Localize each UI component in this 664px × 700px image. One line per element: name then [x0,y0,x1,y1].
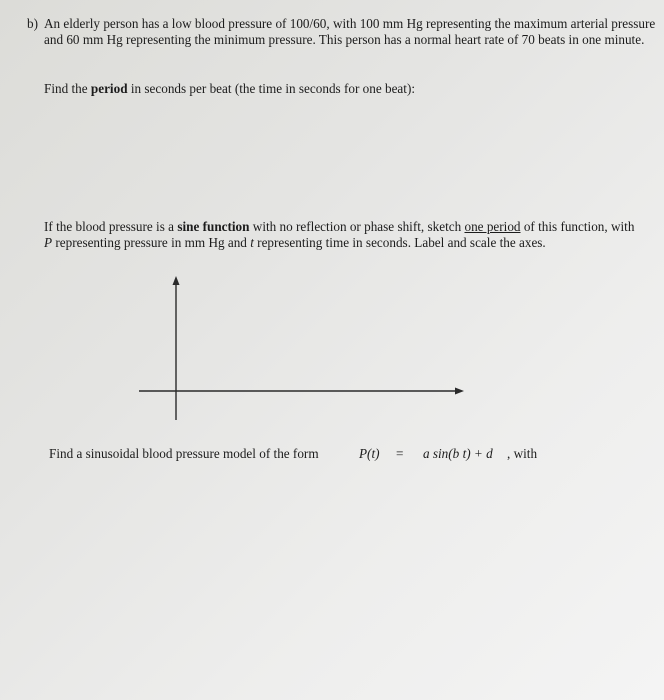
question-sketch-part4: representing time in seconds. Label and scale the axes. [253,234,546,250]
part-label: b) [27,16,38,31]
question-sketch-part2: of this function, with [520,219,635,234]
equation-tail: , with [507,446,538,461]
question-period-suffix: in seconds per beat (the time in seconds for one beat): [127,81,415,96]
y-axis-arrowhead [173,276,180,285]
question-sketch-underlined: one period [464,219,521,234]
question-period-keyword: period [90,81,128,96]
blank-graph-axes [135,270,470,425]
equation-lhs: P(t) [359,446,380,461]
part-b-intro [27,16,659,47]
question-sketch [44,219,644,250]
question-sketch-keyword: sine function [177,219,250,234]
question-sketch-part3: representing pressure in mm Hg and [52,234,251,250]
variable-t: t [250,234,254,250]
question-sketch-prefix: If the blood pressure is a [44,219,178,234]
question-period-prefix: Find the [44,81,91,96]
variable-p: P [44,234,53,250]
question-sketch-middle: with no reflection or phase shift, sketch [249,219,465,234]
equation-equals: = [396,446,404,461]
part-b-intro-text: An elderly person has a low blood pressure of 100/60, with 100 mm Hg representing the maximum arterial pressure and 60 mm Hg representing the minimum pressure. This person has a normal heart rate of 70 beats in one minute. [44,16,656,47]
question-model: Find a sinusoidal blood pressure model of the form [49,446,319,461]
equation-rhs: a sin(b t) + d [423,446,493,461]
question-period [44,81,644,97]
x-axis-arrowhead [455,388,464,395]
